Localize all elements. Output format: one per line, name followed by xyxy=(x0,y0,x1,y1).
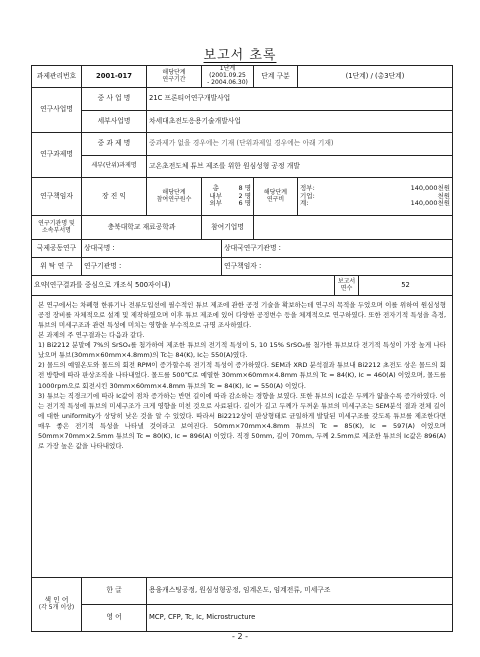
program-main-value: 21C 프론티어연구개발사업 xyxy=(147,88,453,111)
task-label: 연구과제명 xyxy=(32,133,82,178)
intl-country: 상대국명 : xyxy=(82,240,222,258)
keywords-english-value: MCP, CFP, Tc, Ic, Microstructure xyxy=(147,605,453,632)
participant-counts xyxy=(202,178,254,216)
task-main-label: 중 과 제 명 xyxy=(82,133,147,156)
company-value xyxy=(254,216,453,240)
inner-label: 내부 xyxy=(209,191,223,200)
program-label: 연구사업명 xyxy=(32,88,82,133)
total-value: 8 명 xyxy=(238,184,252,193)
researcher-name: 장 진 익 xyxy=(82,178,147,216)
program-detail-value: 차세대초전도응용기술개발사업 xyxy=(147,111,453,133)
keywords-english-row xyxy=(32,605,453,632)
project-id-row xyxy=(32,66,453,88)
program-detail-label: 세부사업명 xyxy=(82,111,147,133)
page-title: 보고서 초록 xyxy=(203,48,277,63)
stage-value: (1단계) / (총3단계) xyxy=(298,66,453,88)
sum-value: 140,000천원 xyxy=(410,199,451,208)
page-number: - 2 - xyxy=(232,632,248,641)
program-main-row xyxy=(32,88,453,111)
researcher-label: 연구책임자 xyxy=(32,178,82,216)
task-main-row xyxy=(32,133,453,156)
keywords-korean-value: 용융캐스팅공정, 원심성형공정, 임계온도, 임계전류, 미세구조 xyxy=(147,578,453,605)
abstract-paragraph-5: 3) 튜브는 직경크기에 따라 Ic값이 점차 증가하는 반면 길이에 따라 감소하는 경향을 보였다. 또한 튜브의 Ic값은 두께가 얇을수록 증가하였다. 이는 전기적 특성에 튜브의 미세구조가 크게 영향을 미친 것으로 사료된다. 길이가 길고 두께가 두꺼운 튜브의 미세구조는 SEM분석 결과 전체 길이에 대한 uniformity가 상당히 낮은 것을 알 수 있었다. 따라서 Bi2212상이 판상형태로 균일하게 발달된 미세구조를 갖도록 튜브를 제조한다면 매우 좋은 전기적 특성을 나타낼 것이라고 보여진다. 50mm×70mm×4.8mm 튜브의 Tc = 85(K), Ic = 597(A) 이었으며 50mm×70mm×2.5mm 튜브의 Tc = 80(K), Ic = 896(A) 이었다. 직경 50mm, 길이 70mm, 두께 2.5mm로 제조한 튜브의 Ic값은 896(A)로 가장 높은 값을 나타내었다. xyxy=(38,391,447,450)
program-main-label: 중 사 업 명 xyxy=(82,88,147,111)
keywords-label: 색 인 어 xyxy=(44,596,69,605)
corp-value: 천원 xyxy=(437,191,451,200)
stage-label: 단계 구분 xyxy=(254,66,298,88)
budget-values xyxy=(298,178,453,216)
summary-header-label: 요약(연구결과를 중심으로 개조식 500자이내) xyxy=(32,276,335,296)
report-pages-value: 52 xyxy=(359,276,453,296)
period-label: 해당단계 연구기간 xyxy=(147,66,202,88)
intl-institution: 상대국연구기관명 : xyxy=(222,240,453,258)
summary-header-row xyxy=(32,276,453,296)
keywords-sub-label: (각 5개 이상) xyxy=(38,603,75,611)
abstract-paragraph-2: 본 과제의 주 연구결과는 다음과 같다. xyxy=(38,331,145,340)
institution-row xyxy=(32,216,453,240)
commission-institution: 연구기관명 : xyxy=(82,258,222,276)
institution-label: 연구기관명 및 소속부서명 xyxy=(32,216,82,240)
commission-label: 위 탁 연 구 xyxy=(32,258,82,276)
report-pages-label: 보고서 면수 xyxy=(335,276,359,296)
period-value: 1단계(2001.09.25 - 2004.06.30) xyxy=(202,66,254,88)
abstract-form-table xyxy=(31,65,453,632)
project-id-value: 2001-017 xyxy=(82,66,147,88)
total-label: 총 xyxy=(212,184,219,193)
commission-row xyxy=(32,258,453,276)
abstract-paragraph-3: 1) Bi2212 분말에 7%의 SrSO₄를 첨가하여 제조한 튜브의 전기적 특성이 5, 10 15% SrSO₄를 첨가한 튜브보다 전기적 특성이 가장 높게 나타났으며 튜브(30mm×60mm×4.8mm)의 Tc는 84(K), Ic는 550(A)였다. xyxy=(38,341,447,360)
task-detail-label: 세부(단위)과제명 xyxy=(82,156,147,178)
outer-value: 6 명 xyxy=(238,199,252,208)
budget-label: 해당단계 연구비 xyxy=(254,178,298,216)
commission-person: 연구책임자 : xyxy=(222,258,453,276)
keywords-korean-row xyxy=(32,578,453,605)
abstract-paragraph-1: 본 연구에서는 차폐형 한류기나 전류도입선에 필수적인 튜브 제조에 관한 공정 기술을 확보하는데 연구의 목적을 두었으며 이를 위하여 원심성형 공정 장비를 자체적으로 설계 및 제작하였으며 이후 튜브 제조에 있어 다양한 공정변수 등을 체계적으로 연구하였다. 또한 전자기적 특성을 측정, 튜브의 미세구조과 관련 특성에 미치는 영향을 부수적으로 규명 조사하였다. xyxy=(38,301,447,330)
keywords-english-label: 영 어 xyxy=(82,605,147,632)
sum-label: 계: xyxy=(300,199,309,208)
gov-value: 140,000천원 xyxy=(410,184,451,193)
inner-value: 2 명 xyxy=(238,191,252,200)
abstract-paragraph-4: 2) 몰드의 예열온도와 몰드의 회전 RPM이 증가할수록 전기적 특성이 증가하였다. SEM과 XRD 분석결과 튜브내 Bi2212 초전도 상은 몰드의 회전 방향에 따라 판상조직을 나타내었다. 몰드를 500℃로 예열한 30mm×60mm×4.8mm 튜브의 Tc = 84(K), Ic = 460(A) 이었으며, 몰드를 1000rpm으로 회전시킨 30mm×60mm×4.8mm 튜브의 Tc = 84(K), Ic = 550(A) 이었다. xyxy=(38,361,447,390)
participant-count-label: 해당단계 참여연구원수 xyxy=(147,178,202,216)
keywords-korean-label: 한 글 xyxy=(82,578,147,605)
task-main-value: 중과제가 없을 경우에는 기재 (단위과제일 경우에는 아래 기재) xyxy=(147,133,453,156)
intl-row xyxy=(32,240,453,258)
outer-label: 외부 xyxy=(209,199,223,208)
keywords-label-cell xyxy=(32,578,82,632)
corp-label: 기업: xyxy=(300,191,315,200)
company-label: 참여기업명 xyxy=(202,216,254,240)
intl-label: 국제공동연구 xyxy=(32,240,82,258)
institution-value: 충북대학교 재료공학과 xyxy=(82,216,202,240)
project-id-label: 과제관리번호 xyxy=(32,66,82,88)
task-detail-row xyxy=(32,156,453,178)
researcher-row xyxy=(32,178,453,216)
abstract-body xyxy=(32,296,453,578)
abstract-row xyxy=(32,296,453,578)
program-detail-row xyxy=(32,111,453,133)
gov-label: 정부: xyxy=(300,184,315,193)
task-detail-value: 고온초전도체 튜브 제조를 위한 원심성형 공정 개발 xyxy=(147,156,453,178)
